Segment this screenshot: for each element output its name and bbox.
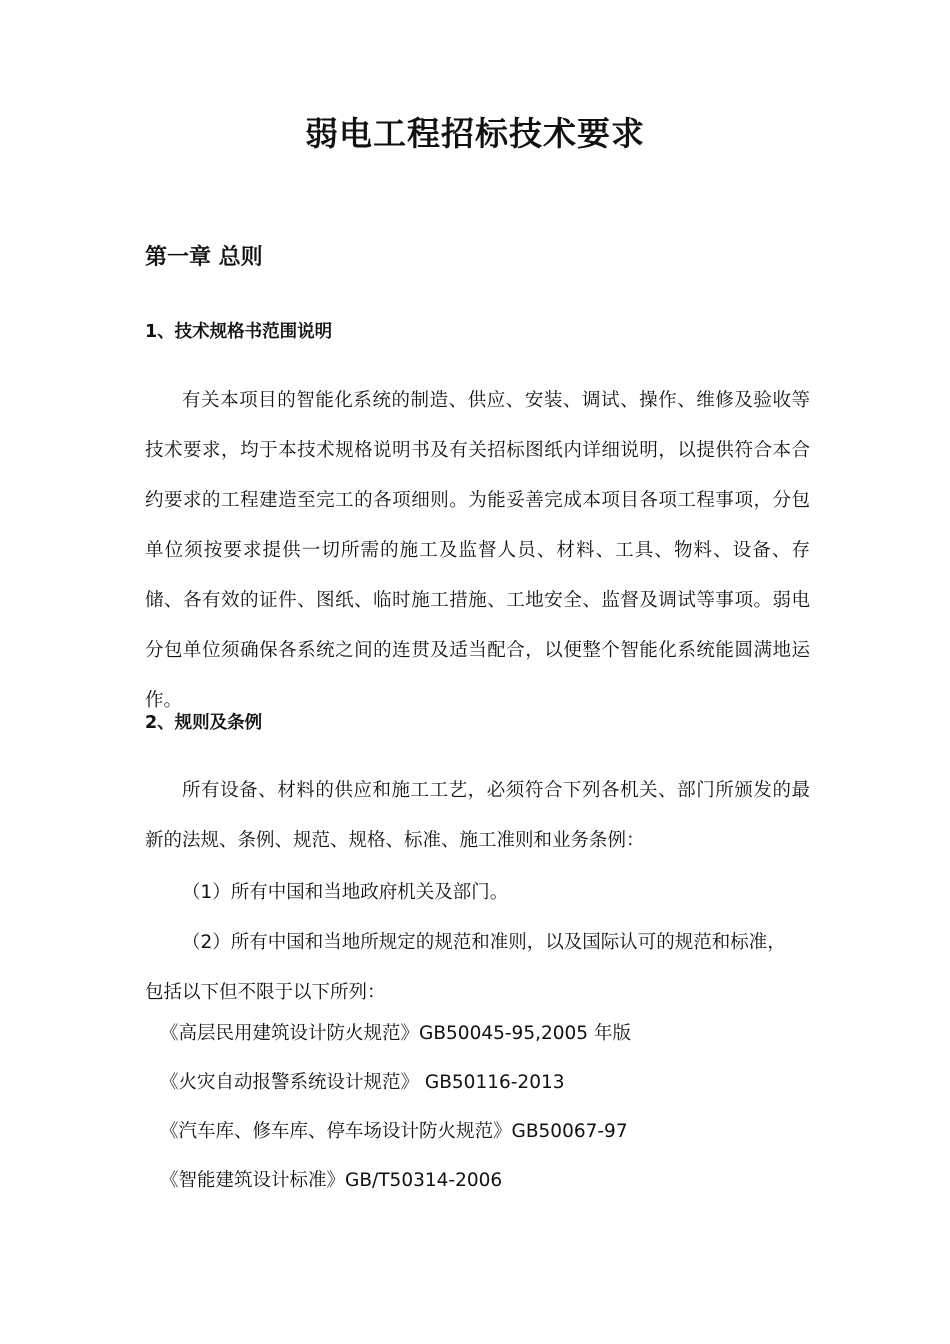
standard-item: 《高层民用建筑设计防火规范》GB50045-95,2005 年版 [160,1023,631,1044]
list-item-2-line-1: （2）所有中国和当地所规定的规范和准则，以及国际认可的规范和标准， [182,932,786,953]
section-2-heading: 2、规则及条例 [145,713,263,733]
section-1-paragraph: 有关本项目的智能化系统的制造、供应、安装、调试、操作、维修及验收等技术要求，均于本技术规格说明书及有关招标图纸内详细说明，以提供符合本合约要求的工程建造至完工的各项细则。为能妥善完成本项目各项工程事项，分包单位须按要求提供一切所需的施工及监督人员、材料、工具、物料、设备、存储、各有效的证件、图纸、临时施工措施、工地安全、监督及调试等事项。弱电分包单位须确保各系统之间的连贯及适当配合，以便整个智能化系统能圆满地运作。 [145,390,810,711]
standard-item: 《汽车库、修车库、停车场设计防火规范》GB50067-97 [160,1121,628,1142]
standard-item: 《火灾自动报警系统设计规范》 GB50116-2013 [160,1072,565,1093]
list-item-2-line-2: 包括以下但不限于以下所列： [145,982,386,1003]
chapter-heading: 第一章 总则 [145,245,263,270]
document-title: 弱电工程招标技术要求 [305,114,645,153]
list-item-1: （1）所有中国和当地政府机关及部门。 [182,882,509,903]
section-2-paragraph: 所有设备、材料的供应和施工工艺，必须符合下列各机关、部门所颁发的最新的法规、条例、规范、规格、标准、施工准则和业务条例： [145,780,810,851]
standard-item: 《智能建筑设计标准》GB/T50314-2006 [160,1170,503,1191]
section-1-heading: 1、技术规格书范围说明 [145,322,333,342]
